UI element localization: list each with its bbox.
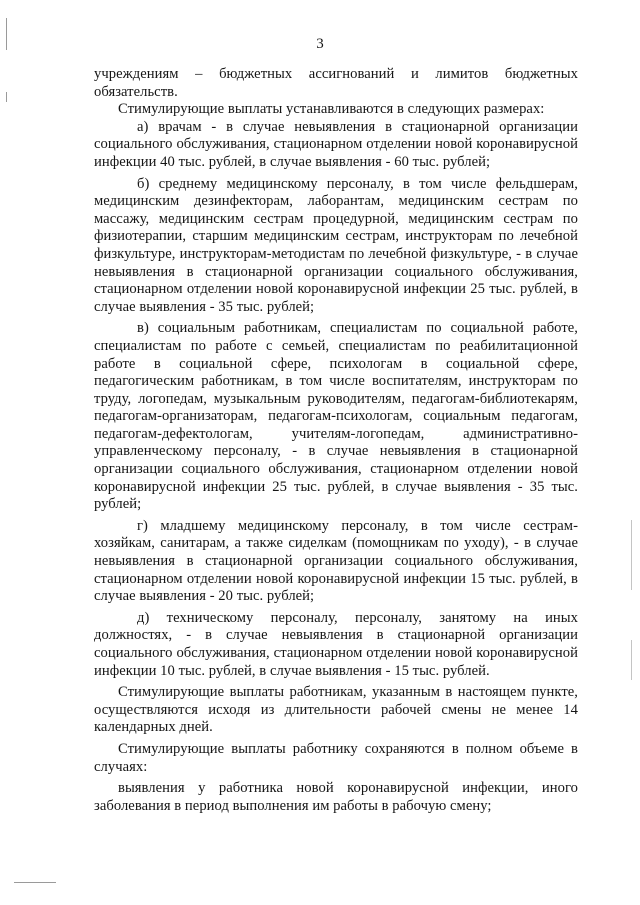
paragraph-case: выявления у работника новой коронавирусной инфекции, иного заболевания в период выполнения им работы в рабочую смену; <box>94 780 578 814</box>
paragraph-duration: Стимулирующие выплаты работникам, указанным в настоящем пункте, осуществляются исходя из длительности рабочей смены не менее 14 календарных дней. <box>94 684 578 736</box>
scan-artifact <box>6 92 7 102</box>
page-number: 3 <box>316 36 324 52</box>
paragraph-intro: Стимулирующие выплаты устанавливаются в следующих размерах: <box>118 101 545 118</box>
list-item-v: в) социальным работникам, специалистам по социальной работе, специалистам по работе с семьей, специалистам по реабилитационной работе в социальной сфере, психологам в социальной сфере, педагогическим работникам, в том числе воспитателям, инструкторам по труду, логопедам, музыкальным руководителям, педагогам-библиотекарям, педагогам-организаторам, педагогам-психологам, социальным педагогам, педагогам-дефектологам, учителям-логопедам, административно-управленческому персоналу, - в случае невыявления в стационарной организации социального обслуживания, стационарном отделении новой коронавирусной инфекции 25 тыс. рублей, в случае выявления - 35 тыс. рублей; <box>94 320 578 513</box>
scan-artifact <box>631 640 632 680</box>
scan-artifact <box>14 882 56 883</box>
document-body <box>94 66 578 815</box>
list-item-b: б) среднему медицинскому персоналу, в том числе фельдшерам, медицинским дезинфекторам, лаборантам, медицинским сестрам по массажу, медицинским сестрам процедурной, медицинским сестрам по физиотерапии, старшим медицинским сестрам, инструкторам по лечебной физкультуре, инструкторам-методистам по лечебной физкультуре, - в случае невыявления в стационарной организации социального обслуживания, стационарном отделении новой коронавирусной инфекции 25 тыс. рублей, в случае выявления - 35 тыс. рублей; <box>94 175 578 315</box>
paragraph-retention: Стимулирующие выплаты работнику сохраняются в полном объеме в случаях: <box>94 740 578 775</box>
list-item-d: д) техническому персоналу, персоналу, занятому на иных должностях, - в случае невыявления в стационарной организации социального обслуживания, стационарном отделении новой коронавирусной инфекции 10 тыс. рублей, в случае выявления - 15 тыс. рублей. <box>94 609 578 679</box>
paragraph-continuation: учреждениям – бюджетных ассигнований и лимитов бюджетных обязательств. <box>94 66 578 100</box>
scan-artifact <box>631 520 632 590</box>
list-item-g: г) младшему медицинскому персоналу, в том числе сестрам-хозяйкам, санитарам, а также сиделкам (помощникам по уходу), - в случае невыявления в стационарной организации социального обслуживания, стационарном отделении новой коронавирусной инфекции 15 тыс. рублей, в случае выявления - 20 тыс. рублей; <box>94 517 578 605</box>
list-item-a: а) врачам - в случае невыявления в стационарной организации социального обслуживания, стационарном отделении новой коронавирусной инфекции 40 тыс. рублей, в случае выявления - 60 тыс. рублей; <box>94 118 578 170</box>
